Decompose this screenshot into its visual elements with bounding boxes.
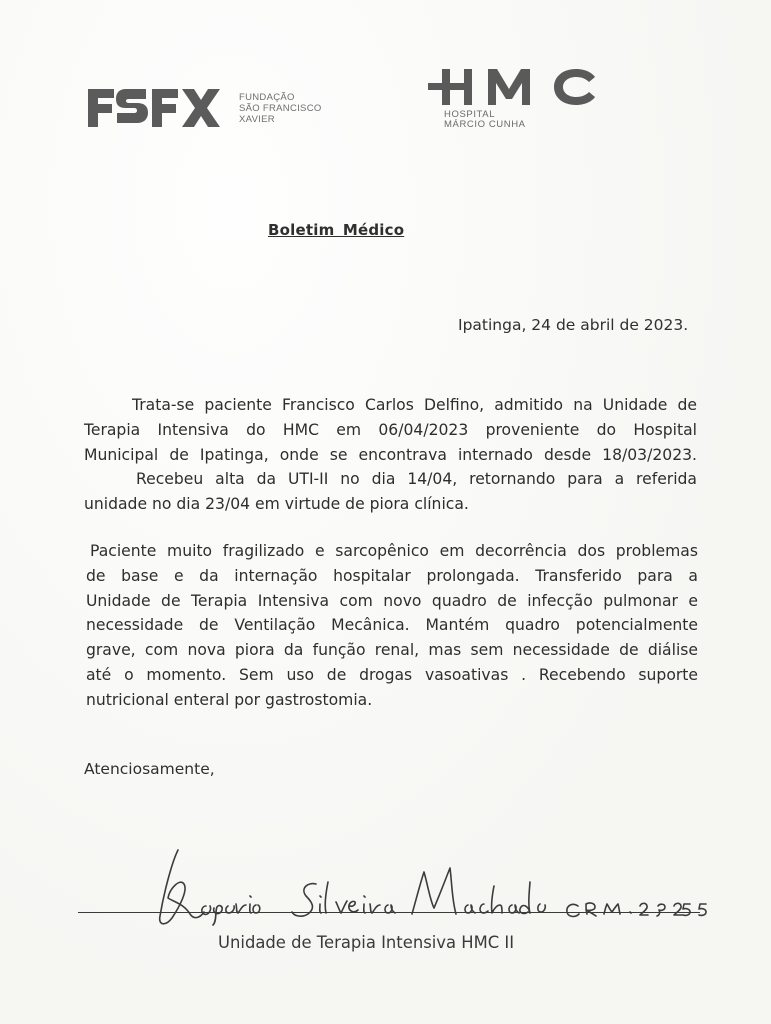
closing-salutation: Atenciosamente, — [84, 760, 215, 778]
fsfx-line-3: XAVIER — [239, 113, 275, 125]
paragraph-line: necessidade de Ventilação Mecânica. Mantém quadro potencialmente — [86, 616, 698, 635]
paragraph-admission — [84, 393, 697, 517]
document-title: Boletim Médico — [268, 221, 405, 239]
paragraph-line: Paciente muito fragilizado e sarcopênico em decorrência dos problemas — [90, 542, 698, 560]
paragraph-line: Unidade de Terapia Intensiva com novo quadro de infecção pulmonar e — [86, 591, 698, 610]
paragraph-line: até o momento. Sem uso de drogas vasoativas . Recebendo suporte — [86, 665, 698, 684]
paragraph-clinical-status — [86, 539, 698, 713]
hmc-line-1: HOSPITAL — [444, 109, 496, 120]
fsfx-logo-text — [239, 92, 322, 125]
signatory-unit: Unidade de Terapia Intensiva HMC II — [218, 933, 515, 952]
paragraph-line: grave, com nova piora da função renal, mas sem necessidade de diálise — [86, 641, 698, 660]
fsfx-line-2: SÃO FRANCISCO — [239, 102, 322, 114]
paragraph-line: Trata-se paciente Francisco Carlos Delfino, admitido na Unidade de — [132, 396, 697, 414]
fsfx-logo-mark — [86, 85, 231, 131]
fsfx-line-1: FUNDAÇÃO — [239, 91, 295, 103]
document-date: Ipatinga, 24 de abril de 2023. — [458, 316, 689, 334]
hmc-logo-text — [444, 110, 526, 130]
hmc-logo — [428, 66, 608, 136]
handwritten-signature — [150, 842, 710, 932]
fsfx-logo — [86, 84, 322, 132]
paragraph-line: Terapia Intensiva do HMC em 06/04/2023 proveniente do Hospital — [84, 420, 697, 439]
hmc-line-2: MÁRCIO CUNHA — [444, 119, 526, 130]
paragraph-line: unidade no dia 23/04 em virtude de piora clínica. — [84, 495, 469, 514]
paragraph-line: Recebeu alta da UTI-II no dia 14/04, retornando para a referida — [136, 470, 697, 489]
hmc-logo-mark — [428, 66, 606, 108]
paragraph-line: nutricional enteral por gastrostomia. — [86, 690, 373, 709]
paragraph-line: de base e da internação hospitalar prolongada. Transferido para a — [86, 566, 698, 585]
signature-line — [78, 912, 700, 913]
paragraph-line: Municipal de Ipatinga, onde se encontrava internado desde 18/03/2023. — [84, 445, 697, 464]
